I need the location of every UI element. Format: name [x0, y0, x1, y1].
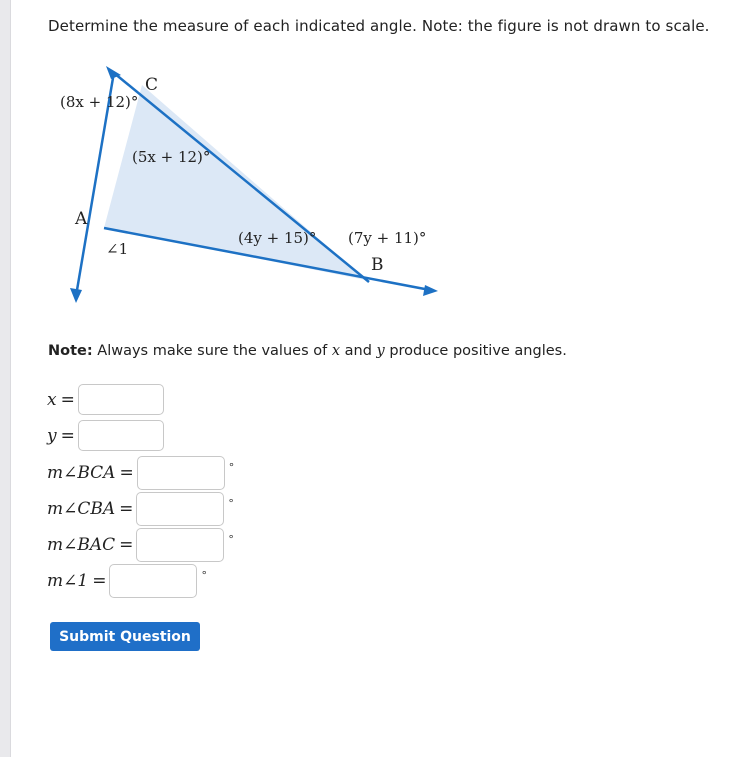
y-input[interactable]	[78, 420, 164, 451]
angle-cba-label: m∠CBA	[47, 499, 116, 519]
answer-row-angle-1	[47, 564, 207, 598]
angle-1-input[interactable]	[109, 564, 197, 598]
vertex-c-label: C	[145, 75, 159, 95]
angle-b-exterior-label: (7y + 11)°	[348, 229, 427, 247]
degree-symbol: °	[228, 496, 234, 510]
angle-c-interior-label: (5x + 12)°	[132, 148, 211, 166]
y-label: y	[47, 425, 57, 446]
equals-sign: =	[119, 535, 134, 555]
submit-question-button[interactable]: Submit Question	[50, 622, 200, 651]
note-part-1: Always make sure the values of	[92, 343, 332, 359]
angle-cba-input[interactable]	[136, 492, 224, 526]
note-text	[48, 343, 567, 359]
angle-bca-label: m∠BCA	[47, 463, 116, 483]
answer-row-cba	[47, 492, 234, 526]
angle-1-label: ∠1	[106, 240, 129, 258]
triangle-fill	[104, 85, 366, 280]
equals-sign: =	[92, 571, 107, 591]
vertex-a-label: A	[75, 209, 88, 229]
answer-row-x	[47, 384, 164, 415]
degree-symbol: °	[228, 460, 235, 474]
answer-row-bac	[47, 528, 234, 562]
x-label: x	[47, 389, 57, 410]
angle-bac-input[interactable]	[136, 528, 224, 562]
degree-symbol: °	[228, 532, 234, 546]
equals-sign: =	[119, 463, 134, 483]
note-x: x	[331, 343, 341, 359]
angle-bac-label: m∠BAC	[47, 535, 116, 555]
angle-1-answer-label: m∠1	[47, 571, 89, 591]
arrow-down-icon	[70, 288, 82, 303]
note-y: y	[376, 343, 385, 359]
angle-bca-input[interactable]	[137, 456, 225, 490]
x-input[interactable]	[78, 384, 164, 415]
degree-symbol: °	[201, 568, 207, 582]
note-part-2: and	[340, 343, 377, 359]
note-bold: Note:	[48, 343, 93, 359]
equals-sign: =	[60, 389, 75, 410]
vertex-b-label: B	[371, 255, 384, 275]
equals-sign: =	[60, 425, 75, 446]
answer-row-bca	[47, 456, 234, 490]
note-part-3: produce positive angles.	[384, 343, 567, 359]
angle-c-exterior-label: (8x + 12)°	[60, 93, 139, 111]
arrow-right-icon	[423, 285, 438, 296]
angle-b-interior-label: (4y + 15)°	[238, 229, 317, 247]
triangle-figure	[0, 0, 737, 330]
equals-sign: =	[119, 499, 134, 519]
answer-row-y	[47, 420, 164, 451]
question-prompt: Determine the measure of each indicated angle. Note: the figure is not drawn to scale.	[48, 17, 710, 35]
